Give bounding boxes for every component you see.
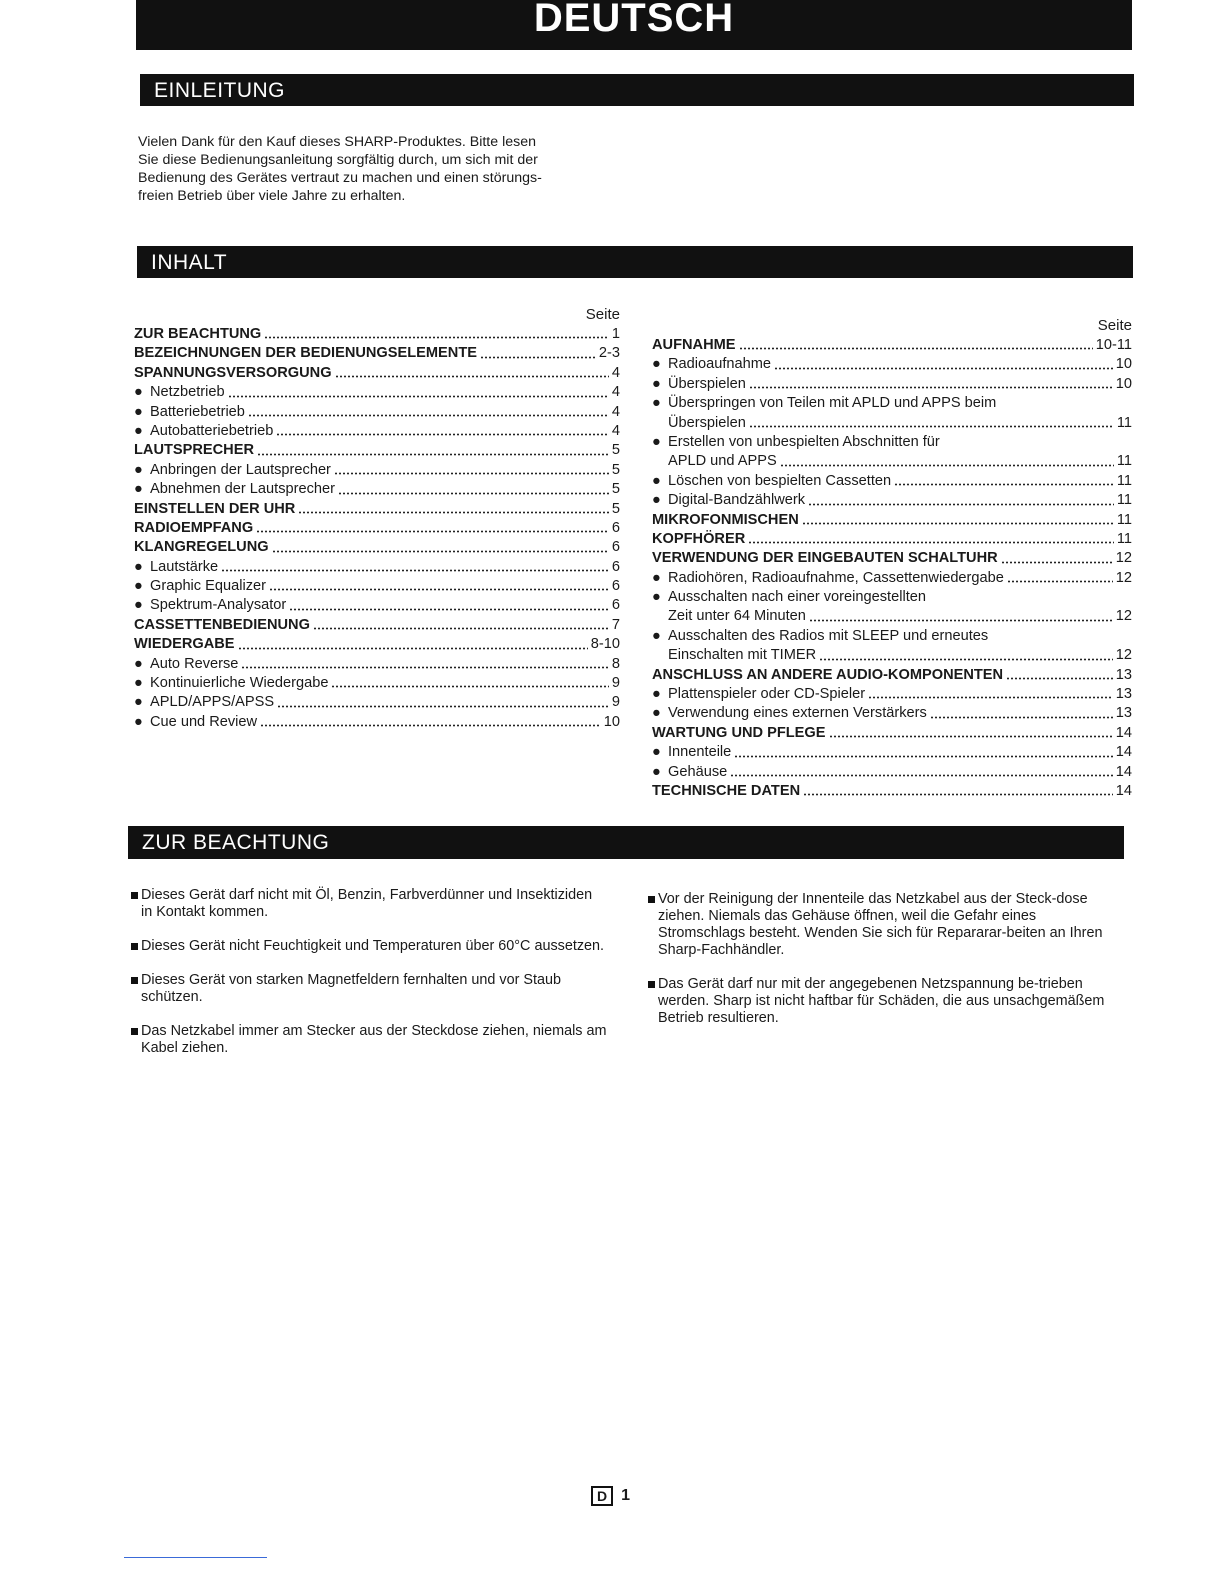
toc-page-number: 13 — [1115, 705, 1132, 722]
toc-entry-text: ZUR BEACHTUNG — [134, 325, 262, 342]
toc-page-number: 5 — [611, 461, 620, 478]
toc-entry — [134, 577, 620, 596]
toc-entry — [134, 480, 620, 499]
toc-leader-dots — [748, 541, 1114, 544]
toc-leader-dots — [739, 347, 1093, 350]
toc-leader-dots — [257, 453, 609, 456]
toc-entry — [652, 355, 1132, 374]
toc-page-number: 11 — [1116, 511, 1132, 528]
toc-entry — [652, 607, 1132, 626]
toc-page-number: 10 — [1115, 375, 1132, 392]
toc-entry — [652, 414, 1132, 433]
notes-right-column — [648, 891, 1124, 1044]
toc-page-number: 4 — [611, 422, 620, 439]
bullet-icon: ● — [134, 655, 143, 672]
bottom-divider — [124, 1557, 267, 1558]
toc-leader-dots — [260, 724, 601, 727]
toc-entry-text: ● Gehäuse — [652, 763, 727, 782]
section-title-einleitung: EINLEITUNG — [154, 79, 286, 102]
toc-entry — [652, 452, 1132, 471]
toc-page-number: 11 — [1116, 414, 1132, 431]
toc-page-number: 6 — [611, 519, 620, 536]
toc-entry — [652, 666, 1132, 685]
intro-line: freien Betrieb über viele Jahre zu erhalten. — [138, 188, 406, 204]
toc-entry-text: ● APLD/APPS/APSS — [134, 693, 274, 712]
toc-entry-text: ● Radiohören, Radioaufnahme, Cassettenwiedergabe — [652, 569, 1004, 588]
toc-entry-text: ANSCHLUSS AN ANDERE AUDIO-KOMPONENTEN — [652, 666, 1004, 683]
toc-leader-dots — [277, 705, 609, 708]
toc-page-number: 4 — [611, 403, 620, 420]
bullet-icon: ● — [134, 403, 143, 420]
toc-leader-dots — [269, 588, 609, 591]
language-box: D — [591, 1486, 613, 1506]
toc-leader-dots — [241, 666, 608, 669]
toc-page-number: 6 — [611, 539, 620, 556]
toc-entry — [134, 500, 620, 519]
intro-paragraph — [138, 133, 638, 205]
toc-page-number: 4 — [611, 384, 620, 401]
toc-leader-dots — [1006, 677, 1113, 680]
intro-line: Bedienung des Gerätes vertraut zu machen und einen störungs- — [138, 170, 542, 186]
toc-page-number: 12 — [1115, 608, 1132, 625]
toc-page-number: 12 — [1115, 569, 1132, 586]
toc-entry — [652, 588, 1132, 607]
toc-entry-text: ● Radioaufnahme — [652, 355, 771, 374]
toc-entry-text: EINSTELLEN DER UHR — [134, 500, 296, 517]
toc-page-number: 10-11 — [1095, 336, 1132, 353]
toc-leader-dots — [272, 550, 609, 553]
bullet-icon: ● — [652, 589, 661, 606]
bullet-icon: ● — [652, 395, 661, 412]
toc-leader-dots — [803, 793, 1113, 796]
toc-entry-text: ● Überspielen — [652, 375, 746, 394]
note-item — [131, 1023, 607, 1057]
intro-line: Sie diese Bedienungsanleitung sorgfältig durch, um sich mit der — [138, 152, 538, 168]
toc-leader-dots — [829, 735, 1113, 738]
toc-entry-text: LAUTSPRECHER — [134, 442, 254, 459]
toc-entry-text: KOPFHÖRER — [652, 530, 746, 547]
toc-entry — [652, 511, 1132, 530]
toc-entry — [134, 519, 620, 538]
bullet-icon: ● — [134, 481, 143, 498]
toc-leader-dots — [774, 367, 1113, 370]
toc-leader-dots — [313, 627, 609, 630]
toc-entry-text: ● Cue und Review — [134, 713, 257, 732]
toc-page-number: 14 — [1115, 763, 1132, 780]
bullet-icon: ● — [134, 422, 143, 439]
square-bullet-icon — [131, 1028, 138, 1035]
toc-page-number: 8 — [611, 655, 620, 672]
toc-leader-dots — [264, 336, 609, 339]
intro-line: Vielen Dank für den Kauf dieses SHARP-Produktes. Bitte lesen — [138, 134, 536, 150]
toc-leader-dots — [480, 356, 596, 359]
square-bullet-icon — [648, 981, 655, 988]
toc-leader-dots — [338, 492, 609, 495]
toc-leader-dots — [808, 503, 1114, 506]
toc-entry — [652, 472, 1132, 491]
toc-entry — [134, 538, 620, 557]
note-text: Dieses Gerät darf nicht mit Öl, Benzin, Farbverdünner und Insektiziden in Kontakt kommen. — [141, 887, 593, 920]
bullet-icon: ● — [652, 356, 661, 373]
toc-entry-text: WARTUNG UND PFLEGE — [652, 724, 826, 741]
toc-leader-dots — [749, 386, 1113, 389]
bullet-icon: ● — [134, 597, 143, 614]
square-bullet-icon — [131, 892, 138, 899]
notes-left-column — [131, 887, 607, 1074]
toc-page-number: 11 — [1116, 530, 1132, 547]
toc-entry — [134, 616, 620, 635]
toc-entry-text: ● Kontinuierliche Wiedergabe — [134, 674, 328, 693]
toc-page-number: 14 — [1115, 782, 1132, 799]
toc-leader-dots — [749, 425, 1114, 428]
toc-leader-dots — [334, 472, 609, 475]
toc-entry-text: ● Verwendung eines externen Verstärkers — [652, 704, 927, 723]
toc-entry-text: KLANGREGELUNG — [134, 539, 269, 556]
toc-entry — [652, 375, 1132, 394]
toc-page-number: 14 — [1115, 724, 1132, 741]
bullet-icon: ● — [134, 558, 143, 575]
toc-leader-dots — [802, 522, 1114, 525]
toc-entry — [652, 394, 1132, 413]
toc-entry — [134, 596, 620, 615]
section-title-beachtung: ZUR BEACHTUNG — [142, 831, 330, 854]
toc-entry — [652, 569, 1132, 588]
toc-entry — [652, 704, 1132, 723]
bullet-icon: ● — [134, 694, 143, 711]
toc-entry — [134, 422, 620, 441]
toc-entry — [134, 364, 620, 383]
toc-entry-text: Einschalten mit TIMER — [668, 647, 817, 664]
toc-entry — [652, 724, 1132, 743]
toc-leader-dots — [930, 716, 1113, 719]
bullet-icon: ● — [134, 461, 143, 478]
toc-entry — [652, 763, 1132, 782]
toc-left-column — [134, 305, 620, 732]
toc-entry-text: APLD und APPS — [668, 453, 777, 470]
note-text: Dieses Gerät nicht Feuchtigkeit und Temperaturen über 60°C aussetzen. — [141, 938, 605, 954]
toc-entry — [134, 441, 620, 460]
toc-leader-dots — [238, 647, 588, 650]
toc-entry-text: TECHNISCHE DATEN — [652, 782, 801, 799]
toc-entry-text: BEZEICHNUNGEN DER BEDIENUNGSELEMENTE — [134, 345, 477, 362]
section-header-beachtung — [128, 826, 1124, 859]
toc-entry — [134, 325, 620, 344]
note-item — [131, 887, 607, 921]
toc-leader-dots — [289, 608, 609, 611]
toc-page-number: 6 — [611, 597, 620, 614]
toc-page-number: 6 — [611, 558, 620, 575]
note-text: Das Netzkabel immer am Stecker aus der Steckdose ziehen, niemals am Kabel ziehen. — [141, 1023, 607, 1056]
toc-leader-dots — [780, 464, 1114, 467]
note-item — [648, 891, 1124, 959]
bullet-icon: ● — [652, 492, 661, 509]
toc-page-number: 13 — [1115, 666, 1132, 683]
toc-entry — [652, 743, 1132, 762]
toc-page-number: 1 — [611, 325, 620, 342]
toc-entry — [134, 693, 620, 712]
toc-entry-text: ● Abnehmen der Lautsprecher — [134, 480, 335, 499]
note-item — [131, 972, 607, 1006]
toc-page-number: 14 — [1115, 744, 1132, 761]
toc-leader-dots — [335, 375, 609, 378]
note-text: Dieses Gerät von starken Magnetfeldern fernhalten und vor Staub schützen. — [141, 972, 561, 1005]
toc-page-number: 12 — [1115, 550, 1132, 567]
toc-entry-text: ● Graphic Equalizer — [134, 577, 266, 596]
toc-entry — [134, 383, 620, 402]
square-bullet-icon — [131, 977, 138, 984]
bullet-icon: ● — [134, 384, 143, 401]
toc-entry-text: ● Autobatteriebetrieb — [134, 422, 273, 441]
toc-entry-text: RADIOEMPFANG — [134, 519, 254, 536]
toc-leader-dots — [809, 619, 1113, 622]
toc-seite-label: Seite — [1097, 317, 1132, 334]
toc-page-number: 13 — [1115, 686, 1132, 703]
note-text: Das Gerät darf nur mit der angegebenen Netzspannung be-trieben werden. Sharp ist nicht haftbar für Schäden, die aus unsachgemäßem Betrieb resultieren. — [658, 976, 1105, 1026]
toc-entry-text: WIEDERGABE — [134, 636, 235, 653]
toc-page-number: 11 — [1116, 453, 1132, 470]
toc-leader-dots — [1001, 561, 1113, 564]
toc-page-number: 9 — [611, 694, 620, 711]
toc-entry — [134, 461, 620, 480]
toc-right-column — [652, 316, 1132, 801]
note-item — [648, 976, 1124, 1027]
page-number: 1 — [621, 1487, 631, 1504]
toc-page-number: 8-10 — [590, 636, 620, 653]
toc-entry — [652, 491, 1132, 510]
toc-entry-text: ● Lautstärke — [134, 558, 218, 577]
toc-entry-text: ● Netzbetrieb — [134, 383, 225, 402]
page-title: DEUTSCH — [533, 0, 735, 40]
toc-leader-dots — [1007, 580, 1113, 583]
toc-page-number: 11 — [1116, 492, 1132, 509]
bullet-icon: ● — [652, 472, 661, 489]
bullet-icon: ● — [134, 675, 143, 692]
toc-entry — [652, 549, 1132, 568]
toc-entry — [652, 646, 1132, 665]
section-header-inhalt — [137, 246, 1133, 278]
toc-page-number: 4 — [611, 364, 620, 381]
toc-page-number: 7 — [611, 616, 620, 633]
toc-entry-text: CASSETTENBEDIENUNG — [134, 616, 310, 633]
toc-entry — [652, 627, 1132, 646]
toc-entry-text: ● Ausschalten des Radios mit SLEEP und erneutes — [652, 627, 988, 646]
bullet-icon: ● — [652, 375, 661, 392]
toc-entry-text: ● Ausschalten nach einer voreingestellten — [652, 588, 926, 607]
toc-entry — [652, 336, 1132, 355]
note-item — [131, 938, 607, 955]
toc-entry-text: ● Spektrum-Analysator — [134, 596, 286, 615]
toc-page-number: 6 — [611, 578, 620, 595]
square-bullet-icon — [131, 943, 138, 950]
toc-entry-text: ● Batteriebetrieb — [134, 403, 245, 422]
bullet-icon: ● — [652, 627, 661, 644]
note-text: Vor der Reinigung der Innenteile das Netzkabel aus der Steck-dose ziehen. Niemals das Gehäuse öffnen, weil die Gefahr eines Stromschlags besteht. Wenden Sie sich für Repararar-beiten an Ihren Sharp-Fachhändler. — [658, 891, 1103, 958]
toc-entry — [134, 344, 620, 363]
toc-entry — [134, 674, 620, 693]
toc-page-number: 2-3 — [598, 345, 620, 362]
toc-entry-text: Zeit unter 64 Minuten — [668, 608, 806, 625]
toc-entry — [652, 433, 1132, 452]
square-bullet-icon — [648, 896, 655, 903]
toc-leader-dots — [256, 530, 609, 533]
toc-leader-dots — [298, 511, 609, 514]
toc-entry-text: Überspielen — [668, 414, 746, 431]
bullet-icon: ● — [652, 433, 661, 450]
toc-page-number: 5 — [611, 481, 620, 498]
bullet-icon: ● — [652, 763, 661, 780]
toc-leader-dots — [868, 696, 1113, 699]
toc-entry-text: AUFNAHME — [652, 336, 736, 353]
page-footer — [591, 1486, 630, 1506]
toc-leader-dots — [734, 755, 1112, 758]
section-header-einleitung — [140, 74, 1134, 106]
toc-leader-dots — [819, 658, 1113, 661]
toc-leader-dots — [894, 483, 1114, 486]
toc-leader-dots — [221, 569, 609, 572]
toc-entry-text: MIKROFONMISCHEN — [652, 511, 799, 528]
toc-page-number: 10 — [1115, 356, 1132, 373]
bullet-icon: ● — [652, 705, 661, 722]
toc-leader-dots — [248, 414, 609, 417]
toc-entry — [134, 713, 620, 732]
toc-leader-dots — [276, 433, 609, 436]
bullet-icon: ● — [134, 578, 143, 595]
toc-entry-text: ● Digital-Bandzählwerk — [652, 491, 805, 510]
bullet-icon: ● — [652, 569, 661, 586]
toc-entry-text: ● Löschen von bespielten Cassetten — [652, 472, 891, 491]
toc-page-number: 5 — [611, 442, 620, 459]
bullet-icon: ● — [652, 744, 661, 761]
toc-leader-dots — [228, 395, 609, 398]
toc-entry — [134, 558, 620, 577]
toc-page-number: 9 — [611, 675, 620, 692]
toc-page-number: 10 — [603, 713, 620, 730]
toc-page-number: 12 — [1115, 647, 1132, 664]
toc-entry — [134, 635, 620, 654]
toc-page-number: 5 — [611, 500, 620, 517]
toc-entry-text: ● Innenteile — [652, 743, 731, 762]
section-title-inhalt: INHALT — [151, 251, 228, 274]
toc-entry — [652, 782, 1132, 801]
toc-entry-text: ● Erstellen von unbespielten Abschnitten für — [652, 433, 940, 452]
toc-page-number: 11 — [1116, 472, 1132, 489]
toc-entry — [134, 655, 620, 674]
toc-leader-dots — [730, 774, 1113, 777]
toc-entry — [652, 530, 1132, 549]
toc-entry-text: SPANNUNGSVERSORGUNG — [134, 364, 332, 381]
toc-entry-text: VERWENDUNG DER EINGEBAUTEN SCHALTUHR — [652, 550, 998, 567]
toc-entry-text: ● Auto Reverse — [134, 655, 238, 674]
toc-entry-text: ● Plattenspieler oder CD-Spieler — [652, 685, 865, 704]
toc-seite-label: Seite — [585, 306, 620, 323]
bullet-icon: ● — [652, 686, 661, 703]
toc-entry-text: ● Anbringen der Lautsprecher — [134, 461, 331, 480]
toc-leader-dots — [331, 685, 608, 688]
toc-entry — [134, 403, 620, 422]
toc-entry — [652, 685, 1132, 704]
bullet-icon: ● — [134, 713, 143, 730]
page-title-bar — [136, 0, 1132, 50]
toc-entry-text: ● Überspringen von Teilen mit APLD und APPS beim — [652, 394, 996, 413]
